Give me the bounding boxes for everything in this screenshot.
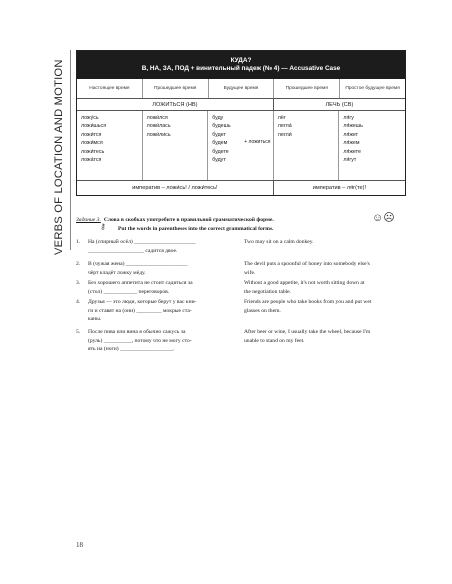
exercise-text: чёрт кладёт ложку мёду. — [88, 269, 146, 276]
translation-5 — [244, 328, 404, 345]
task-instruction — [76, 216, 376, 234]
task-label: Задание 3. — [76, 217, 101, 223]
translation-text: unable to stand on my feet. — [244, 337, 305, 344]
form: ложи́лся — [146, 115, 168, 121]
translation-3 — [244, 279, 404, 296]
translation-text: The devil puts a spoonful of honey into somebody else's — [244, 261, 370, 267]
future-sv-forms — [339, 111, 405, 180]
exercise-number: 5. — [76, 329, 81, 335]
form: будут — [212, 157, 226, 164]
exercise-text: На (спирный осёл) ______________________ — [88, 239, 196, 245]
exercise-number: 2. — [76, 261, 81, 267]
conjugation-table — [76, 50, 406, 196]
form: ложу́сь — [81, 115, 99, 121]
form: ложи́мся — [81, 140, 103, 147]
translation-text: Friends are people who take books from you and put wet — [244, 299, 372, 305]
side-divider — [70, 50, 71, 250]
exercise-text: Без хорошего аппетита не стоит садиться за — [88, 280, 193, 286]
form: ложи́шься — [81, 123, 107, 130]
translation-2 — [244, 260, 404, 277]
form: ля́жете — [343, 148, 361, 155]
col-future-sv: Простое будущее время — [345, 85, 400, 91]
exercise-text: ять на (ноги) ___________________. — [88, 346, 175, 353]
form: ложи́тся — [81, 131, 102, 138]
past-sv-forms — [274, 111, 340, 180]
table-header — [77, 51, 405, 79]
form: ложи́тесь — [81, 148, 105, 155]
exercise-1 — [76, 238, 240, 255]
theater-masks-icon: ☺☹ — [372, 212, 395, 224]
translation-text: the negotiation table. — [244, 288, 292, 295]
exercise-text: ги и ставят на (они) _________ мокрые ста- — [88, 307, 192, 314]
exercise-text: Друзья — это люди, которые берут у вас кни- — [88, 299, 197, 305]
exercise-3 — [76, 279, 240, 296]
exercise-text: В (чужая жена) ______________________ — [88, 261, 188, 267]
form: ложа́тся — [81, 157, 102, 164]
imperative-perfective: императив – ля́г(те)! — [312, 185, 367, 191]
future-infinitive-note: + ложиться — [244, 139, 271, 145]
section-title-text: VERBS OF LOCATION AND MOTION — [53, 59, 65, 255]
exercise-text: (руль) __________, потому что не могу сто- — [88, 337, 192, 344]
exercise-text: каны. — [88, 316, 102, 323]
col-past-sv: Прошедшее время — [274, 79, 340, 98]
form: будешь — [212, 123, 231, 130]
col-past-nv: Прошедшее время — [143, 79, 209, 98]
table-header-question: КУДА? — [230, 57, 252, 64]
form: ложи́лись — [146, 131, 171, 138]
form: буду — [212, 115, 224, 121]
col-present: Настоящее время — [77, 79, 143, 98]
aspect-perfective: ЛЕЧЬ (СВ) — [325, 101, 354, 108]
form: ля́жем — [343, 140, 360, 147]
vertical-section-title — [52, 50, 66, 260]
translation-text: glasses on them. — [244, 307, 281, 314]
translation-4 — [244, 298, 404, 315]
exercise-number: 1. — [76, 239, 81, 245]
translation-text: Two may sit on a calm donkey. — [244, 239, 314, 245]
form: ложи́лась — [146, 123, 171, 130]
form: ля́жет — [343, 131, 359, 138]
table-column-headers — [77, 79, 405, 99]
translation-text: wife. — [244, 269, 256, 276]
exercise-number: 3. — [76, 280, 81, 286]
exercise-text: ____________________ садится двое. — [88, 247, 178, 254]
translation-1 — [244, 238, 404, 247]
exercise-text: После пива или вина я обычно сажусь за — [88, 329, 186, 335]
col-future-nv: Будущее время — [209, 79, 275, 98]
future-nv-forms — [208, 111, 274, 180]
exercise-5 — [76, 328, 240, 354]
form: будем — [212, 140, 228, 147]
past-nv-forms — [143, 111, 209, 180]
imperative-imperfective: императив – ложи́сь! / ложи́тесь! — [77, 181, 274, 195]
exercise-4 — [76, 298, 240, 324]
form: легли́ — [277, 131, 292, 138]
key-icon: ⚷ — [100, 222, 106, 231]
form: будет — [212, 131, 226, 138]
page-number: 18 — [76, 541, 83, 549]
exercise-text: (стол) ____________ переговоров. — [88, 288, 170, 295]
conjugation-forms — [77, 111, 405, 181]
aspect-row — [77, 99, 405, 111]
translation-text: After beer or wine, I usually take the wheel, because I'm — [244, 329, 371, 335]
form: ля́гу — [343, 115, 354, 121]
form: лёг — [277, 115, 286, 121]
form: ля́жешь — [343, 123, 363, 130]
aspect-imperfective: ЛОЖИТЬСЯ (НВ) — [77, 99, 274, 110]
imperative-row — [77, 181, 405, 195]
exercise-number: 4. — [76, 299, 81, 305]
form: будете — [212, 148, 229, 155]
form: ля́гут — [343, 157, 357, 164]
translation-text: Without a good appetite, it's not worth sitting down at — [244, 280, 365, 286]
present-forms — [77, 111, 143, 180]
task-text-en: Put the words in parentheses into the correct grammatical forms. — [118, 226, 274, 232]
table-header-rule: В, НА, ЗА, ПОД + винительный падеж (№ 4) — Accusative Case — [141, 65, 341, 72]
exercise-2 — [76, 260, 240, 277]
form: легла́ — [277, 123, 292, 130]
task-text-ru: Слова в скобках употребите в правильной грамматической форме. — [103, 217, 274, 223]
